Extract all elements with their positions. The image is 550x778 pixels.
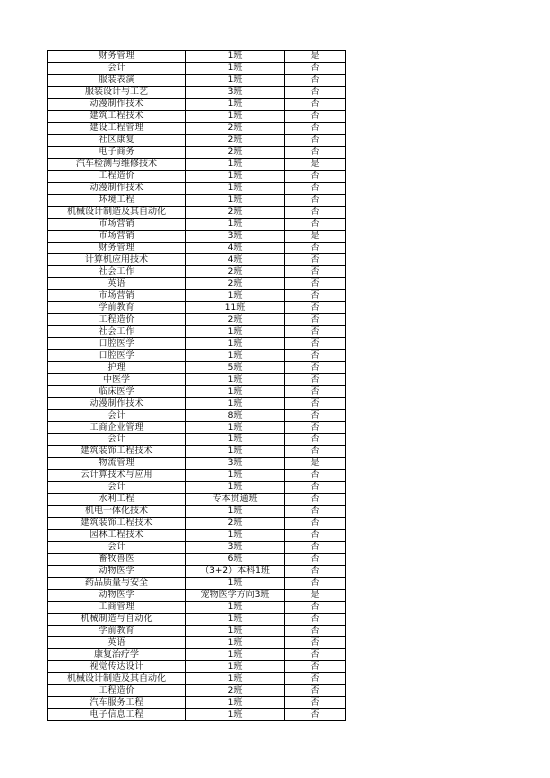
spreadsheet-table [47,50,346,721]
major-cell: 电子信息工程 [48,709,186,721]
class-cell: 1班 [186,445,285,457]
major-cell: 护理 [48,362,186,374]
flag-cell: 否 [285,625,346,637]
class-cell: 11班 [186,302,285,314]
flag-cell: 否 [285,110,346,122]
table-row [48,290,346,302]
major-cell: 云计算技术与应用 [48,469,186,481]
flag-cell: 否 [285,350,346,362]
table-row [48,422,346,434]
major-cell: 汽车检测与维修技术 [48,158,186,170]
flag-cell: 否 [285,170,346,182]
table-row [48,386,346,398]
class-cell: 1班 [186,51,285,63]
flag-cell: 否 [285,206,346,218]
class-cell: 6班 [186,553,285,565]
class-cell: 1班 [186,110,285,122]
table-row [48,637,346,649]
major-cell: 机械制造与自动化 [48,613,186,625]
table-body [48,51,346,721]
class-cell: 1班 [186,386,285,398]
major-cell: 建筑工程技术 [48,110,186,122]
class-cell: 1班 [186,194,285,206]
table-row [48,326,346,338]
table-row [48,541,346,553]
flag-cell: 否 [285,434,346,446]
major-cell: 园林工程技术 [48,529,186,541]
table-row [48,338,346,350]
flag-cell: 否 [285,517,346,529]
major-cell: 市场营销 [48,290,186,302]
class-cell: 3班 [186,541,285,553]
flag-cell: 否 [285,218,346,230]
class-cell: 1班 [186,709,285,721]
major-cell: 机械设计制造及其自动化 [48,206,186,218]
flag-cell: 否 [285,709,346,721]
major-cell: 水利工程 [48,493,186,505]
table-row [48,158,346,170]
class-cell: 3班 [186,230,285,242]
flag-cell: 否 [285,146,346,158]
table-row [48,685,346,697]
flag-cell: 否 [285,481,346,493]
class-cell: 1班 [186,649,285,661]
major-cell: 机械设计制造及其自动化 [48,673,186,685]
table-row [48,505,346,517]
class-cell: 2班 [186,314,285,326]
major-cell: 物流管理 [48,457,186,469]
flag-cell: 否 [285,493,346,505]
major-cell: 社会工作 [48,266,186,278]
major-cell: 动漫制作技术 [48,98,186,110]
table-row [48,649,346,661]
class-cell: 1班 [186,422,285,434]
class-cell: 1班 [186,158,285,170]
class-cell: 1班 [186,374,285,386]
table-row [48,589,346,601]
table-row [48,362,346,374]
class-cell: 1班 [186,673,285,685]
table-row [48,374,346,386]
flag-cell: 否 [285,134,346,146]
table-row [48,230,346,242]
major-cell: 建设工程管理 [48,122,186,134]
class-cell: 2班 [186,206,285,218]
table-row [48,314,346,326]
major-cell: 动物医学 [48,589,186,601]
table-row [48,242,346,254]
table-row [48,350,346,362]
major-cell: 口腔医学 [48,350,186,362]
class-cell: 1班 [186,529,285,541]
class-cell: （3+2）本科1班 [186,565,285,577]
table-row [48,493,346,505]
major-cell: 动漫制作技术 [48,182,186,194]
class-cell: 2班 [186,685,285,697]
table-row [48,434,346,446]
table-row [48,51,346,63]
major-cell: 建筑装饰工程技术 [48,517,186,529]
flag-cell: 是 [285,457,346,469]
class-cell: 1班 [186,637,285,649]
table-row [48,62,346,74]
table-row [48,98,346,110]
table-row [48,86,346,98]
major-cell: 工程造价 [48,685,186,697]
table-row [48,278,346,290]
flag-cell: 是 [285,589,346,601]
flag-cell: 否 [285,445,346,457]
flag-cell: 否 [285,74,346,86]
flag-cell: 否 [285,254,346,266]
class-cell: 4班 [186,242,285,254]
major-cell: 康复治疗学 [48,649,186,661]
major-cell: 服装设计与工艺 [48,86,186,98]
flag-cell: 否 [285,398,346,410]
flag-cell: 否 [285,637,346,649]
major-cell: 英语 [48,278,186,290]
table-row [48,577,346,589]
major-cell: 动漫制作技术 [48,398,186,410]
major-cell: 社会工作 [48,326,186,338]
flag-cell: 否 [285,685,346,697]
flag-cell: 否 [285,529,346,541]
table-row [48,529,346,541]
class-cell: 1班 [186,398,285,410]
flag-cell: 否 [285,673,346,685]
flag-cell: 否 [285,601,346,613]
flag-cell: 否 [285,386,346,398]
major-cell: 工商企业管理 [48,422,186,434]
flag-cell: 否 [285,613,346,625]
major-cell: 会计 [48,541,186,553]
table-row [48,709,346,721]
major-cell: 建筑装饰工程技术 [48,445,186,457]
table-row [48,302,346,314]
table-row [48,74,346,86]
class-cell: 1班 [186,625,285,637]
class-cell: 1班 [186,326,285,338]
flag-cell: 否 [285,422,346,434]
table-row [48,122,346,134]
table-row [48,110,346,122]
table-row [48,218,346,230]
flag-cell: 是 [285,158,346,170]
class-cell: 4班 [186,254,285,266]
flag-cell: 否 [285,314,346,326]
major-cell: 会计 [48,481,186,493]
major-cell: 口腔医学 [48,338,186,350]
major-cell: 会计 [48,62,186,74]
class-cell: 1班 [186,290,285,302]
table-row [48,517,346,529]
major-cell: 学前教育 [48,302,186,314]
table-row [48,170,346,182]
class-cell: 1班 [186,434,285,446]
flag-cell: 否 [285,374,346,386]
class-cell: 宠物医学方向3班 [186,589,285,601]
flag-cell: 否 [285,505,346,517]
table-row [48,481,346,493]
class-cell: 1班 [186,182,285,194]
table-row [48,134,346,146]
class-cell: 1班 [186,170,285,182]
table-row [48,206,346,218]
flag-cell: 否 [285,86,346,98]
flag-cell: 否 [285,661,346,673]
table-row [48,398,346,410]
flag-cell: 否 [285,182,346,194]
class-cell: 2班 [186,517,285,529]
class-cell: 1班 [186,218,285,230]
major-cell: 药品质量与安全 [48,577,186,589]
major-cell: 汽车服务工程 [48,697,186,709]
class-cell: 2班 [186,146,285,158]
class-cell: 3班 [186,457,285,469]
major-cell: 会计 [48,410,186,422]
class-cell: 1班 [186,469,285,481]
major-cell: 临床医学 [48,386,186,398]
major-cell: 社区康复 [48,134,186,146]
class-cell: 5班 [186,362,285,374]
major-cell: 中医学 [48,374,186,386]
table-row [48,661,346,673]
flag-cell: 否 [285,697,346,709]
class-cell: 1班 [186,74,285,86]
flag-cell: 否 [285,469,346,481]
class-cell: 8班 [186,410,285,422]
flag-cell: 否 [285,362,346,374]
table-row [48,410,346,422]
flag-cell: 否 [285,302,346,314]
class-cell: 3班 [186,86,285,98]
major-cell: 计算机应用技术 [48,254,186,266]
table-row [48,565,346,577]
flag-cell: 否 [285,290,346,302]
major-cell: 动物医学 [48,565,186,577]
major-cell: 财务管理 [48,51,186,63]
class-cell: 1班 [186,613,285,625]
flag-cell: 否 [285,62,346,74]
major-cell: 畜牧兽医 [48,553,186,565]
flag-cell: 是 [285,230,346,242]
flag-cell: 否 [285,326,346,338]
class-cell: 1班 [186,98,285,110]
table-row [48,146,346,158]
table-row [48,613,346,625]
class-cell: 专本贯通班 [186,493,285,505]
major-cell: 工程造价 [48,314,186,326]
major-cell: 机电一体化技术 [48,505,186,517]
flag-cell: 否 [285,194,346,206]
major-cell: 学前教育 [48,625,186,637]
major-cell: 英语 [48,637,186,649]
table-row [48,697,346,709]
class-cell: 1班 [186,350,285,362]
table-row [48,553,346,565]
table-row [48,266,346,278]
major-cell: 市场营销 [48,230,186,242]
flag-cell: 否 [285,553,346,565]
major-cell: 工商管理 [48,601,186,613]
class-cell: 1班 [186,62,285,74]
flag-cell: 否 [285,565,346,577]
class-cell: 1班 [186,601,285,613]
class-cell: 1班 [186,481,285,493]
table-row [48,673,346,685]
flag-cell: 否 [285,541,346,553]
flag-cell: 否 [285,242,346,254]
major-cell: 服装表演 [48,74,186,86]
major-cell: 市场营销 [48,218,186,230]
major-cell: 电子商务 [48,146,186,158]
major-cell: 环境工程 [48,194,186,206]
major-cell: 财务管理 [48,242,186,254]
class-cell: 1班 [186,505,285,517]
flag-cell: 否 [285,122,346,134]
table-row [48,182,346,194]
major-cell: 视觉传达设计 [48,661,186,673]
table-row [48,457,346,469]
class-cell: 1班 [186,338,285,350]
class-cell: 1班 [186,661,285,673]
class-cell: 1班 [186,577,285,589]
flag-cell: 否 [285,266,346,278]
class-cell: 2班 [186,278,285,290]
major-cell: 会计 [48,434,186,446]
flag-cell: 是 [285,51,346,63]
class-cell: 2班 [186,134,285,146]
table-row [48,254,346,266]
flag-cell: 否 [285,98,346,110]
table-row [48,601,346,613]
flag-cell: 否 [285,649,346,661]
class-cell: 2班 [186,122,285,134]
class-cell: 2班 [186,266,285,278]
table-row [48,625,346,637]
flag-cell: 否 [285,338,346,350]
flag-cell: 否 [285,577,346,589]
table-row [48,469,346,481]
table-row [48,194,346,206]
major-cell: 工程造价 [48,170,186,182]
table-row [48,445,346,457]
flag-cell: 否 [285,278,346,290]
class-cell: 1班 [186,697,285,709]
flag-cell: 否 [285,410,346,422]
